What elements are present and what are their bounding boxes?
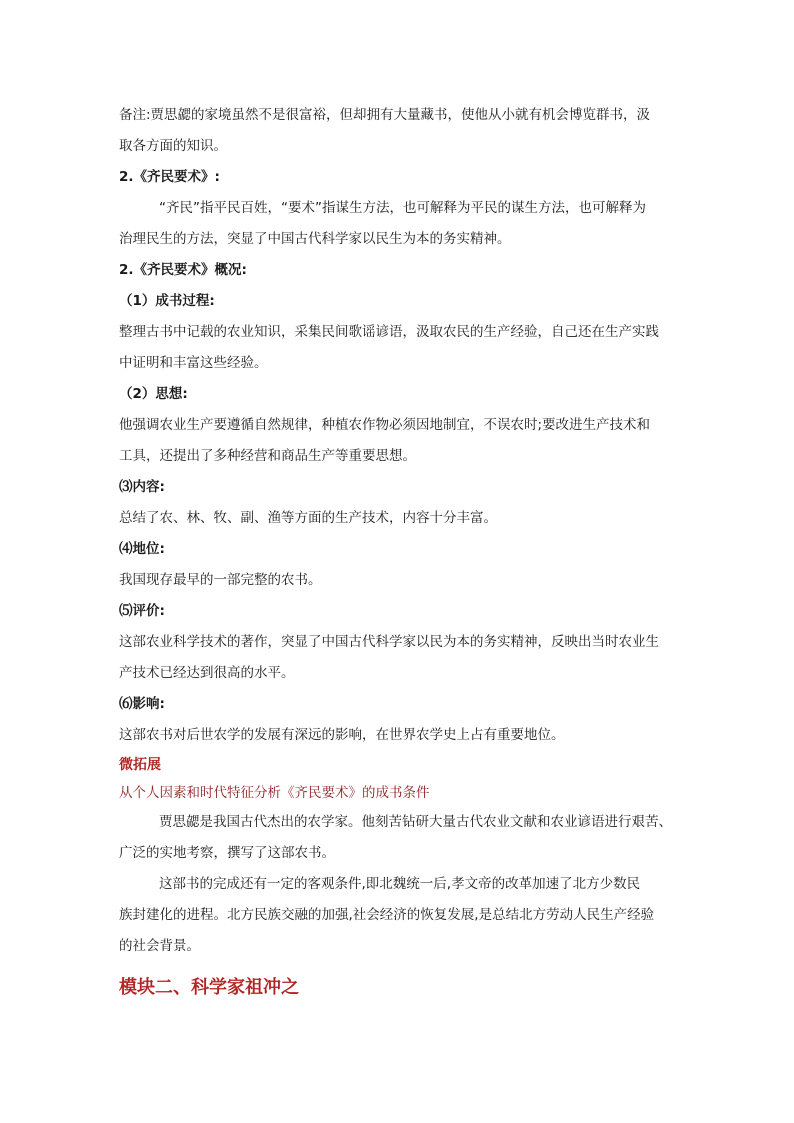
expand-para2-line: 的社会背景。 — [119, 938, 200, 954]
note-line-2: 取各方面的知识。 — [119, 138, 227, 154]
item-heading: （1）成书过程: — [119, 293, 215, 309]
item-line: 总结了农、林、牧、副、渔等方面的生产技术，内容十分丰富。 — [119, 510, 497, 526]
section-body-line-1: “齐民”指平民百姓，“要术”指谋生方法，也可解释为平民的谋生方法，也可解释为 — [159, 200, 646, 216]
expand-title: 微拓展 — [119, 757, 161, 773]
item-heading: ⑷地位: — [119, 541, 165, 557]
item-line: 整理古书中记载的农业知识，采集民间歌谣谚语，汲取农民的生产经验，自己还在生产实践 — [119, 324, 659, 340]
item-heading: ⑶内容: — [119, 479, 165, 495]
item-heading: ⑹影响: — [119, 696, 165, 712]
item-line: 这部农业科学技术的著作，突显了中国古代科学家以民为本的务实精神，反映出当时农业生 — [119, 634, 659, 650]
expand-para1-line: 贾思勰是我国古代杰出的农学家。他刻苦钻研大量古代农业文献和农业谚语进行艰苦、 — [159, 814, 672, 830]
item-line: 中证明和丰富这些经验。 — [119, 355, 268, 371]
expand-subtitle: 从个人因素和时代特征分析《齐民要术》的成书条件 — [119, 785, 430, 801]
item-heading: ⑸评价: — [119, 603, 165, 619]
item-line: 工具，还提出了多种经营和商品生产等重要思想。 — [119, 448, 416, 464]
expand-para2-line: 族封建化的进程。北方民族交融的加强,社会经济的恢复发展,是总结北方劳动人民生产经验 — [119, 907, 655, 923]
note-line-1: 备注:贾思勰的家境虽然不是很富裕，但却拥有大量藏书，使他从小就有机会博览群书，汲 — [119, 107, 651, 123]
section-title-qimin: 2.《齐民要术》: — [119, 169, 220, 185]
item-line: 他强调农业生产要遵循自然规律，种植农作物必须因地制宜，不误农时;要改进生产技术和 — [119, 417, 651, 433]
expand-para2-line: 这部书的完成还有一定的客观条件,即北魏统一后,孝文帝的改革加速了北方少数民 — [159, 876, 641, 892]
overview-title: 2.《齐民要术》概况: — [119, 262, 247, 278]
item-heading: （2）思想: — [119, 386, 188, 402]
item-line: 我国现存最早的一部完整的农书。 — [119, 572, 322, 588]
item-line: 这部农书对后世农学的发展有深远的影响，在世界农学史上占有重要地位。 — [119, 727, 565, 743]
section-body-line-2: 治理民生的方法，突显了中国古代科学家以民生为本的务实精神。 — [119, 231, 511, 247]
module-title: 模块二、科学家祖冲之 — [119, 977, 299, 998]
expand-para1-line: 广泛的实地考察，撰写了这部农书。 — [119, 845, 335, 861]
item-line: 产技术已经达到很高的水平。 — [119, 665, 295, 681]
document-page — [119, 100, 679, 1006]
